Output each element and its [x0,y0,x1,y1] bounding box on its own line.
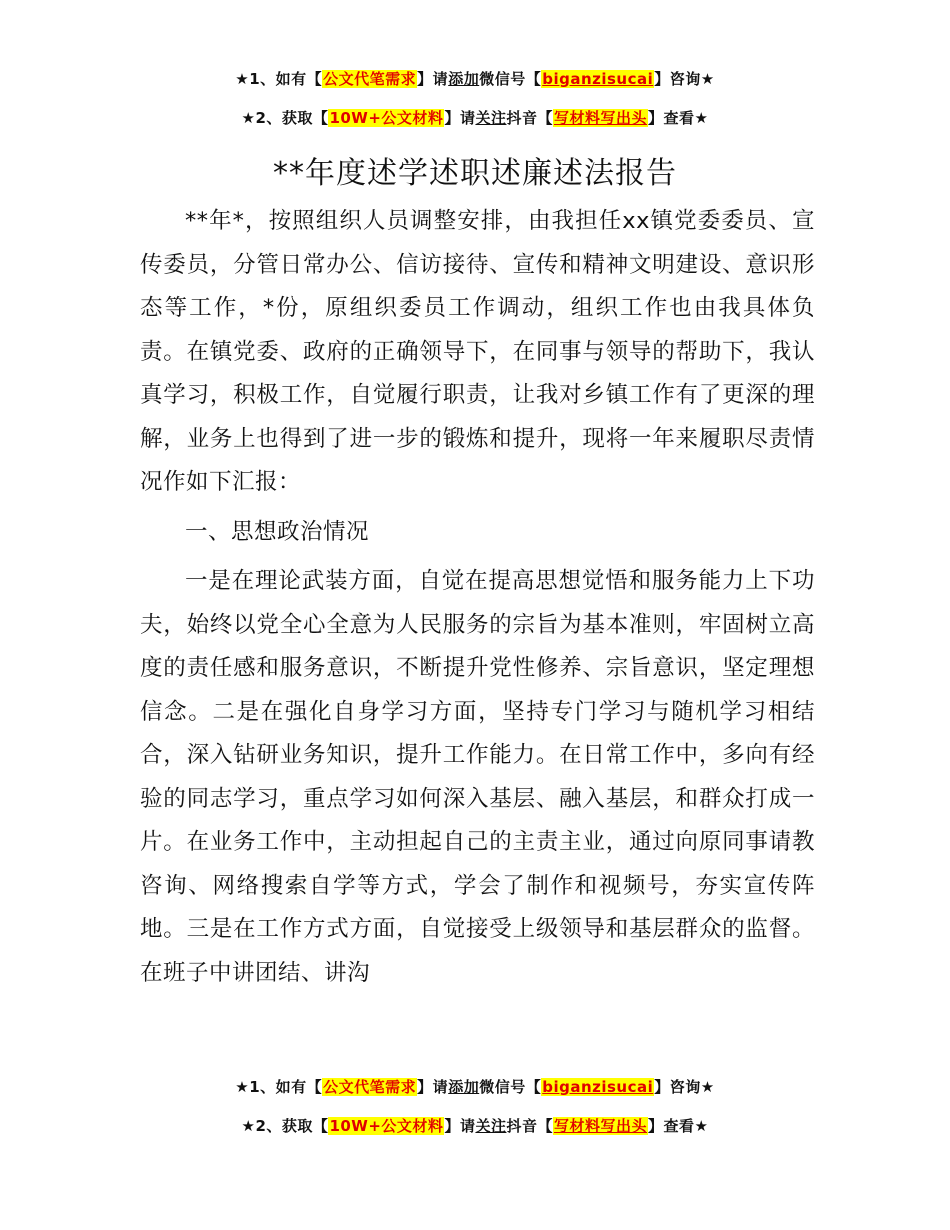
banner-text: 微信号【 [479,1078,542,1096]
banner-text: 】请 [444,1117,476,1135]
banner-text: ★2、获取【 [241,109,329,127]
section-paragraph: 一是在理论武装方面，自觉在提高思想觉悟和服务能力上下功夫，始终以党全心全意为人民服务的宗旨为基本准则，牢固树立高度的责任感和服务意识，不断提升党性修养、宗旨意识，坚定理想信念。二是在强化自身学习方面，坚持专门学习与随机学习相结合，深入钻研业务知识，提升工作能力。在日常工作中，多向有经验的同志学习，重点学习如何深入基层、融入基层，和群众打成一片。在业务工作中，主动担起自己的主责主业，通过向原同事请教咨询、网络搜索自学等方式，学会了制作和视频号，夯实宣传阵地。三是在工作方式方面，自觉接受上级领导和基层群众的监督。在班子中讲团结、讲沟 [140,568,815,986]
header-banner-line1 [0,68,950,89]
banner-douyin-id: 写材料写出头 [553,109,647,127]
banner-text: 】咨询★ [654,1078,715,1096]
banner-text: 微信号【 [479,70,542,88]
footer-banner-line1 [0,1076,950,1097]
footer-banner-line2 [0,1115,950,1136]
document-body [140,200,815,995]
banner-emphasis: 添加 [448,70,480,88]
document-title: **年度述学述职述廉述法报告 [273,156,677,191]
banner-text: 】请 [417,70,449,88]
banner-emphasis: 添加 [448,1078,480,1096]
section-heading: 一、思想政治情况 [185,518,370,545]
banner-text: 抖音【 [506,1117,553,1135]
banner-highlight: 10W+公文材料 [329,1117,444,1135]
banner-text: ★2、获取【 [241,1117,329,1135]
banner-emphasis: 关注 [475,109,507,127]
banner-wechat-id: biganzisucai [542,1078,654,1096]
banner-text: 】查看★ [648,1117,709,1135]
banner-text: ★1、如有【 [235,1078,323,1096]
intro-paragraph: **年*，按照组织人员调整安排，由我担任xx镇党委委员、宣传委员，分管日常办公、信访接待、宣传和精神文明建设、意识形态等工作，*份，原组织委员工作调动，组织工作也由我具体负责。在镇党委、政府的正确领导下，在同事与领导的帮助下，我认真学习，积极工作，自觉履行职责，让我对乡镇工作有了更深的理解，业务上也得到了进一步的锻炼和提升，现将一年来履职尽责情况作如下汇报： [140,208,815,495]
banner-text: 】咨询★ [654,70,715,88]
banner-highlight: 10W+公文材料 [329,109,444,127]
banner-text: 】请 [444,109,476,127]
banner-wechat-id: biganzisucai [542,70,654,88]
banner-text: 】查看★ [648,109,709,127]
banner-douyin-id: 写材料写出头 [553,1117,647,1135]
banner-highlight: 公文代笔需求 [323,70,417,88]
header-banner-line2 [0,107,950,128]
banner-emphasis: 关注 [475,1117,507,1135]
banner-text: ★1、如有【 [235,70,323,88]
banner-text: 】请 [417,1078,449,1096]
banner-highlight: 公文代笔需求 [323,1078,417,1096]
banner-text: 抖音【 [506,109,553,127]
